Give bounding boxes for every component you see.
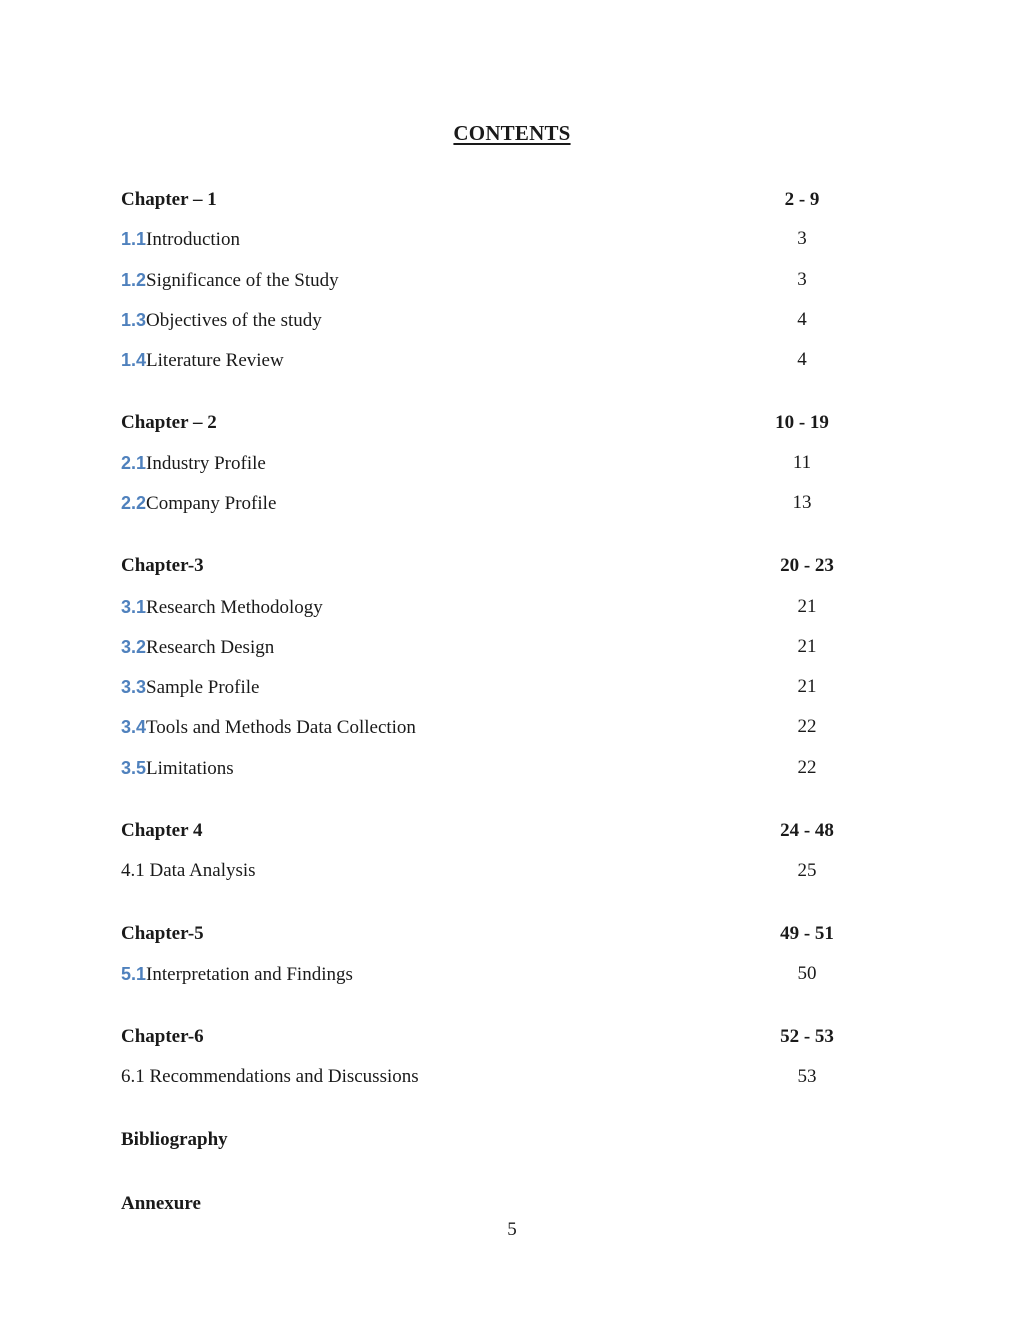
toc-entry-label	[121, 307, 322, 334]
toc-section-row	[121, 755, 881, 781]
section-number: 3.5	[121, 758, 147, 778]
toc-page-range: 2 - 9	[784, 189, 820, 210]
toc-page-range: 4	[797, 349, 807, 370]
toc-entry-label	[121, 634, 274, 661]
section-title: Significance of the Study	[146, 270, 339, 291]
toc-entry-label: Chapter 4	[121, 820, 203, 841]
toc-entry-label: 4.1 Data Analysis	[121, 860, 256, 881]
toc-chapter-row	[121, 1127, 881, 1153]
toc-page-range: 13	[792, 492, 812, 513]
section-title: Company Profile	[146, 493, 277, 514]
toc-entry-label	[121, 961, 353, 988]
toc-page-range: 24 - 48	[780, 820, 834, 841]
toc-entry-label	[121, 594, 323, 621]
toc-entry-label	[121, 755, 234, 782]
toc-section-row	[121, 490, 881, 516]
section-number: 1.4	[121, 350, 147, 370]
toc-entry-label: Chapter-6	[121, 1026, 204, 1047]
toc-page-range: 20 - 23	[780, 555, 834, 576]
toc-section-row	[121, 634, 881, 660]
section-title: Sample Profile	[146, 677, 260, 698]
toc-section-row	[121, 714, 881, 740]
toc-entry-label: Chapter – 2	[121, 412, 217, 433]
toc-page-range: 52 - 53	[780, 1026, 834, 1047]
toc-entry-label	[121, 267, 339, 294]
toc-chapter-row	[121, 1024, 881, 1050]
toc-page-range: 10 - 19	[775, 412, 829, 433]
toc-entry-label	[121, 347, 284, 374]
section-number: 5.1	[121, 964, 147, 984]
toc-chapter-row	[121, 187, 881, 213]
toc-section-row	[121, 450, 881, 476]
toc-entry-label: Chapter – 1	[121, 189, 217, 210]
section-number: 3.4	[121, 717, 147, 737]
toc-section-row	[121, 858, 881, 884]
section-title: Literature Review	[146, 350, 284, 371]
toc-section-row	[121, 307, 881, 333]
section-number: 1.1	[121, 229, 147, 249]
section-number: 2.1	[121, 453, 147, 473]
section-number: 3.3	[121, 677, 147, 697]
toc-section-row	[121, 347, 881, 373]
section-title: Objectives of the study	[146, 310, 322, 331]
toc-entry-label	[121, 450, 266, 477]
toc-entry-label	[121, 226, 240, 253]
toc-page-range: 21	[797, 676, 817, 697]
toc-entry-label: Chapter-3	[121, 555, 204, 576]
toc-section-row	[121, 267, 881, 293]
toc-page-range: 3	[797, 228, 807, 249]
page-number: 5	[507, 1219, 517, 1240]
toc-chapter-row	[121, 553, 881, 579]
toc-chapter-row	[121, 410, 881, 436]
section-number: 2.2	[121, 493, 147, 513]
section-title: Research Methodology	[146, 597, 323, 618]
page-title: CONTENTS	[453, 121, 571, 145]
toc-page-range: 11	[792, 452, 812, 473]
toc-section-row	[121, 1064, 881, 1090]
section-title: Tools and Methods Data Collection	[146, 717, 416, 738]
toc-section-row	[121, 961, 881, 987]
toc-page-range: 49 - 51	[780, 923, 834, 944]
section-number: 3.2	[121, 637, 147, 657]
toc-entry-label: 6.1 Recommendations and Discussions	[121, 1066, 419, 1087]
toc-section-row	[121, 226, 881, 252]
toc-page-range: 21	[797, 636, 817, 657]
toc-page-range: 50	[797, 963, 817, 984]
toc-page-range: 53	[797, 1066, 817, 1087]
section-number: 1.2	[121, 270, 147, 290]
toc-page-range: 22	[797, 757, 817, 778]
section-title: Research Design	[146, 637, 275, 658]
toc-entry-label	[121, 490, 276, 517]
toc-page-range: 22	[797, 716, 817, 737]
section-title: Industry Profile	[146, 453, 266, 474]
toc-page-range: 25	[797, 860, 817, 881]
section-number: 1.3	[121, 310, 147, 330]
toc-page-range: 21	[797, 596, 817, 617]
toc-entry-label	[121, 674, 259, 701]
toc-chapter-row	[121, 818, 881, 844]
toc-page-range: 3	[797, 269, 807, 290]
toc-section-row	[121, 594, 881, 620]
toc-entry-label	[121, 714, 416, 741]
toc-entry-label: Annexure	[121, 1193, 201, 1214]
section-number: 3.1	[121, 597, 147, 617]
toc-section-row	[121, 674, 881, 700]
toc-chapter-row	[121, 921, 881, 947]
section-title: Limitations	[146, 758, 234, 779]
toc-page-range: 4	[797, 309, 807, 330]
toc-entry-label: Chapter-5	[121, 923, 204, 944]
section-title: Interpretation and Findings	[146, 964, 353, 985]
section-title: Introduction	[146, 229, 240, 250]
toc-entry-label: Bibliography	[121, 1129, 228, 1150]
toc-chapter-row	[121, 1191, 881, 1217]
